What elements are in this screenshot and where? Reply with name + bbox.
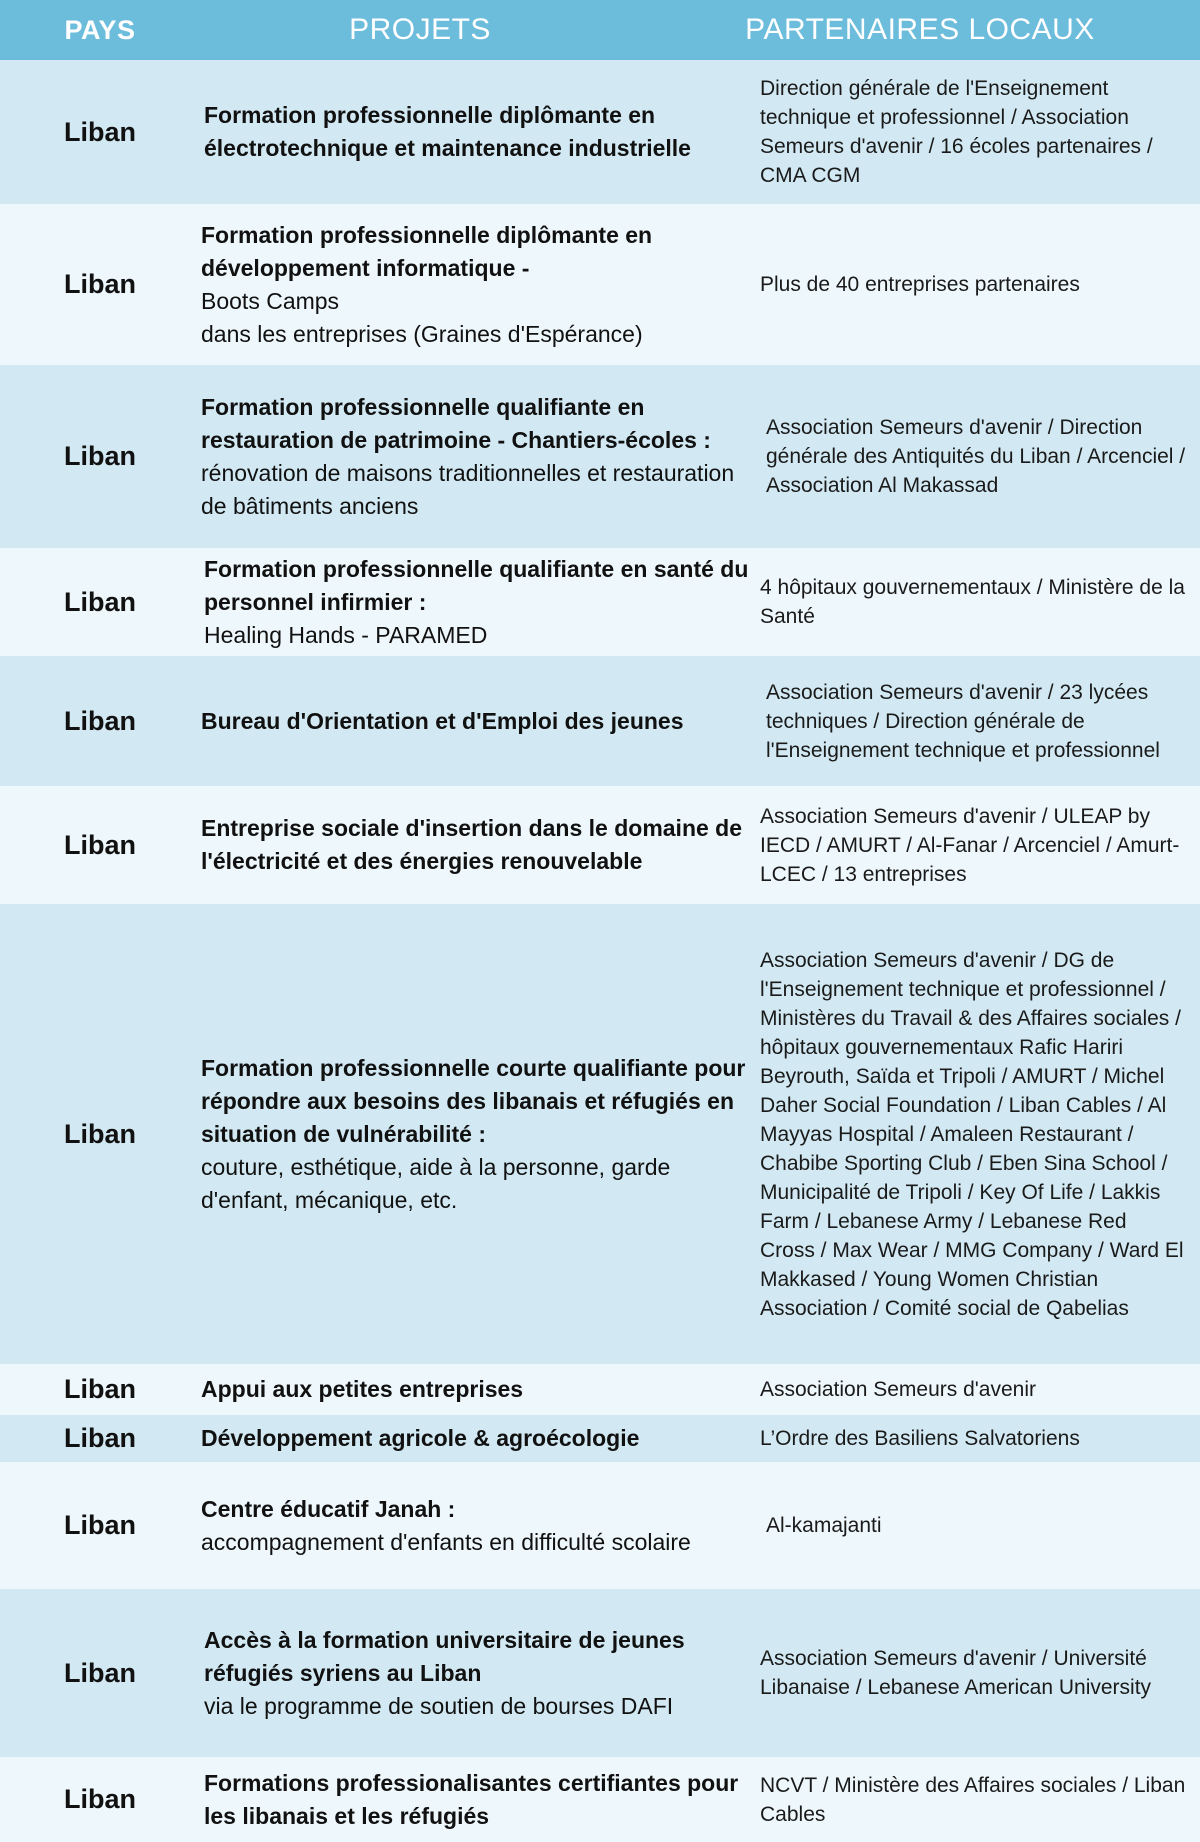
project-title: Accès à la formation universitaire de jeunes réfugiés syriens au Liban bbox=[204, 1626, 685, 1686]
header-partenaires: PARTENAIRES LOCAUX bbox=[745, 13, 1095, 46]
table-row bbox=[0, 1757, 1200, 1842]
row-country: Liban bbox=[64, 116, 136, 147]
table-row bbox=[0, 1462, 1200, 1589]
row-country: Liban bbox=[64, 1423, 136, 1453]
row-country: Liban bbox=[64, 705, 136, 736]
table-row bbox=[0, 1589, 1200, 1757]
project-description: Healing Hands - PARAMED bbox=[204, 621, 488, 648]
row-project bbox=[200, 553, 760, 652]
row-country: Liban bbox=[64, 586, 136, 617]
row-country: Liban bbox=[64, 269, 136, 299]
row-project bbox=[200, 1373, 760, 1406]
project-title: Formations professionalisantes certifiantes pour les libanais et les réfugiés bbox=[204, 1769, 739, 1829]
row-project bbox=[200, 705, 760, 738]
project-description: accompagnement d'enfants en difficulté scolaire bbox=[201, 1528, 691, 1555]
table-row bbox=[0, 786, 1200, 904]
row-project bbox=[200, 1052, 760, 1217]
table-row bbox=[0, 904, 1200, 1364]
row-country: Liban bbox=[64, 1374, 136, 1404]
row-country: Liban bbox=[64, 441, 136, 471]
row-project bbox=[200, 99, 760, 165]
project-title: Formation professionnelle diplômante en électrotechnique et maintenance industrielle bbox=[204, 102, 691, 161]
row-partners: Association Semeurs d'avenir / DG de l'Enseignement technique et professionnel / Ministères du Travail & des Affaires sociales / hôpitaux gouvernementaux Rafic Hariri Beyrouth, Saïda et Tripoli / AMURT / Michel Daher Social Foundation / Liban Cables / Al Mayyas Hospital / Amaleen Restaurant / Chabibe Sporting Club / Eben Sina School / Municipalité de Tripoli / Key Of Life / Lakkis Farm / Lebanese Army / Lebanese Red Cross / Max Wear / MMG Company / Ward El Makkased / Young Women Christian Association / Comité social de Qabelias bbox=[760, 948, 1184, 1320]
row-project bbox=[200, 391, 760, 523]
row-project bbox=[200, 1624, 760, 1723]
project-description: couture, esthétique, aide à la personne, garde d'enfant, mécanique, etc. bbox=[201, 1153, 671, 1213]
project-title: Formation professionnelle qualifiante en restauration de patrimoine - Chantiers-écoles : bbox=[201, 393, 711, 453]
row-country: Liban bbox=[64, 1784, 136, 1814]
project-description: rénovation de maisons traditionnelles et restauration de bâtiments anciens bbox=[201, 459, 735, 519]
row-partners: Plus de 40 entreprises partenaires bbox=[760, 273, 1080, 296]
row-country: Liban bbox=[64, 1510, 136, 1540]
project-description: via le programme de soutien de bourses DAFI bbox=[204, 1692, 674, 1719]
table-row bbox=[0, 548, 1200, 656]
row-country: Liban bbox=[64, 1657, 136, 1688]
row-country: Liban bbox=[64, 829, 136, 860]
row-project bbox=[200, 1767, 760, 1833]
row-project bbox=[200, 219, 760, 351]
table-row bbox=[0, 1415, 1200, 1462]
header-projets: PROJETS bbox=[349, 13, 491, 46]
project-title: Bureau d'Orientation et d'Emploi des jeunes bbox=[201, 707, 684, 734]
row-partners: Association Semeurs d'avenir / Direction générale des Antiquités du Liban / Arcenciel / Association Al Makassad bbox=[766, 416, 1186, 497]
row-project bbox=[200, 1422, 760, 1455]
table-row bbox=[0, 365, 1200, 548]
row-partners: Association Semeurs d'avenir / 23 lycées techniques / Direction générale de l'Enseignement technique et professionnel bbox=[766, 680, 1160, 762]
project-title: Entreprise sociale d'insertion dans le domaine de l'électricité et des énergies renouvelable bbox=[201, 815, 743, 874]
table-row bbox=[0, 1364, 1200, 1415]
row-partners: 4 hôpitaux gouvernementaux / Ministère de la Santé bbox=[760, 576, 1185, 628]
project-title: Développement agricole & agroécologie bbox=[201, 1425, 640, 1451]
table-header bbox=[0, 0, 1200, 60]
table-row bbox=[0, 204, 1200, 365]
row-project bbox=[200, 1493, 760, 1559]
project-title: Formation professionnelle courte qualifiante pour répondre aux besoins des libanais et réfugiés en situation de vulnérabilité : bbox=[201, 1054, 746, 1147]
row-project bbox=[200, 812, 760, 878]
table-row bbox=[0, 60, 1200, 204]
row-partners: Association Semeurs d'avenir bbox=[760, 1378, 1036, 1401]
row-partners: Association Semeurs d'avenir / ULEAP by IECD / AMURT / Al-Fanar / Arcenciel / Amurt- LCEC / 13 entreprises bbox=[760, 804, 1180, 886]
header-pays: PAYS bbox=[64, 14, 136, 45]
row-partners: Direction générale de l'Enseignement technique et professionnel / Association Semeurs d'avenir / 16 écoles partenaires / CMA CGM bbox=[760, 77, 1153, 187]
row-partners: Association Semeurs d'avenir / Université Libanaise / Lebanese American University bbox=[760, 1647, 1152, 1699]
row-partners: NCVT / Ministère des Affaires sociales / Liban Cables bbox=[760, 1773, 1186, 1826]
project-description: Boots Camps dans les entreprises (Graines d'Espérance) bbox=[201, 287, 643, 347]
project-title: Appui aux petites entreprises bbox=[201, 1376, 524, 1402]
project-title: Centre éducatif Janah : bbox=[201, 1495, 456, 1522]
row-partners: Al-kamajanti bbox=[766, 1514, 882, 1537]
row-partners: L’Ordre des Basiliens Salvatoriens bbox=[760, 1427, 1080, 1450]
table-row bbox=[0, 656, 1200, 786]
project-title: Formation professionnelle qualifiante en santé du personnel infirmier : bbox=[204, 555, 749, 615]
project-title: Formation professionnelle diplômante en développement informatique - bbox=[201, 221, 653, 281]
row-country: Liban bbox=[64, 1118, 136, 1149]
